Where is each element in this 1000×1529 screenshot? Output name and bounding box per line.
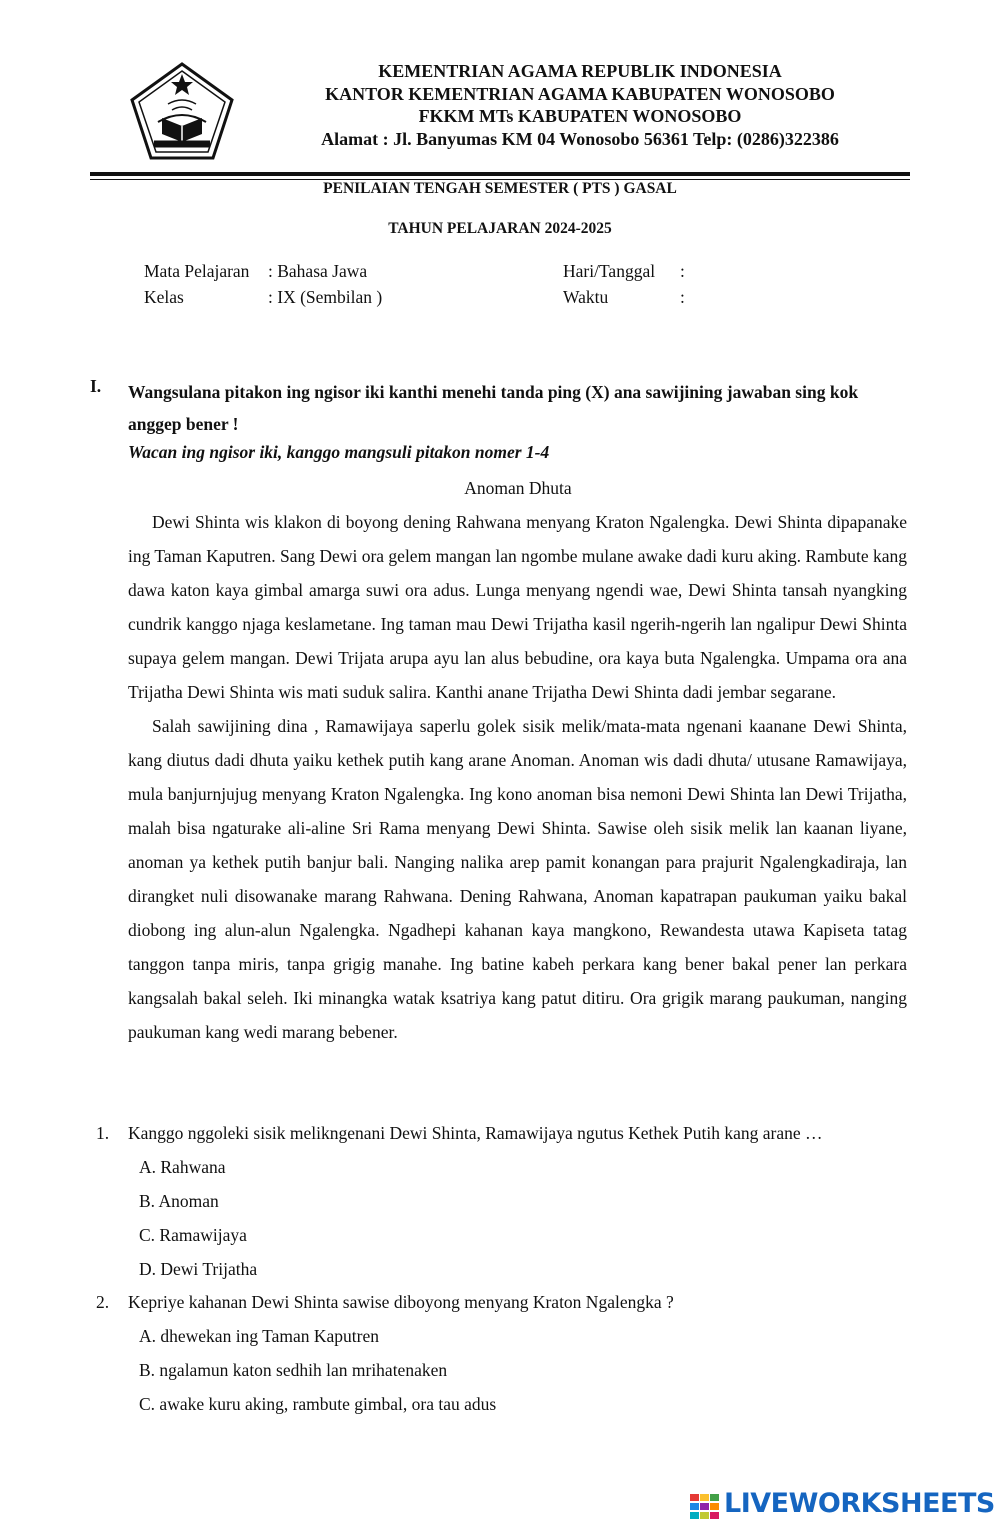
class-label: Kelas — [144, 287, 184, 307]
ministry-name: KEMENTRIAN AGAMA REPUBLIK INDONESIA — [378, 61, 782, 81]
subject-value: : Bahasa Jawa — [268, 261, 368, 281]
office-name: KANTOR KEMENTRIAN AGAMA KABUPATEN WONOSOBO — [325, 83, 835, 104]
class-value: : IX (Sembilan ) — [268, 287, 383, 307]
question-text: Kepriye kahanan Dewi Shinta sawise diboyong menyang Kraton Ngalengka ? — [128, 1292, 674, 1312]
section-number: I. — [90, 376, 102, 396]
option-c[interactable]: C. Ramawijaya — [139, 1225, 247, 1245]
passage-title: Anoman Dhuta — [464, 478, 572, 498]
ministry-logo — [128, 60, 236, 162]
question-2 — [96, 1285, 908, 1421]
exam-title: PENILAIAN TENGAH SEMESTER ( PTS ) GASAL — [323, 180, 677, 197]
option-b[interactable]: B. ngalamun katon sedhih lan mrihatenaken — [139, 1360, 448, 1380]
passage-instruction: Wacan ing ngisor iki, kanggo mangsuli pitakon nomer 1-4 — [128, 442, 550, 462]
class-row — [144, 284, 382, 310]
brand-name: LIVEWORKSHEETS — [724, 1488, 995, 1519]
forum-name: FKKM MTs KABUPATEN WONOSOBO — [418, 106, 742, 126]
section-instruction: Wangsulana pitakon ing ngisor iki kanthi menehi tanda ping (X) ana sawijining jawaban sing kok anggep bener ! — [128, 382, 859, 434]
time-value: : — [680, 287, 685, 307]
subject-label: Mata Pelajaran — [144, 261, 250, 281]
date-row — [563, 258, 685, 284]
passage-paragraph: Dewi Shinta wis klakon di boyong dening Rahwana menyang Kraton Ngalengka. Dewi Shinta dipapanake ing Taman Kaputren. Sang Dewi ora gelem mangan lan ngombe mulane awake dadi kuru aking. Rambute kang dawa katon kaya gimbal amarga suwi ora adus. Lunga menyang ngendi wae, Dewi Shinta tansah nyangking cundrik kanggo njaga keslametane. Ing taman mau Dewi Trijatha kasil ngerih-ngerih lan ngalipur Dewi Shinta supaya gelem mangan. Dewi Trijata arupa ayu lan alus bebudine, ora kaya buta Ngalengka. Umpama ora ana Trijatha Dewi Shinta wis mati suduk salira. Kanthi anane Trijatha Dewi Shinta dadi jembar segarane. — [128, 512, 907, 702]
reading-passage — [128, 505, 907, 1049]
option-a[interactable]: A. dhewekan ing Taman Kaputren — [139, 1326, 379, 1346]
question-text: Kanggo nggoleki sisik melikngenani Dewi Shinta, Ramawijaya ngutus Kethek Putih kang arane … — [128, 1123, 823, 1143]
passage-paragraph: Salah sawijining dina , Ramawijaya saperlu golek sisik melik/mata-mata ngenani kaanane Dewi Shinta, kang diutus dadi dhuta yaiku kethek putih kang arane Anoman. Anoman wis dadi dhuta/ utusane Ramawijaya, mula banjurnjujug menyang Kraton Ngalengka. Ing kono anoman bisa nemoni Dewi Shinta lan Dewi Trijatha, malah bisa ngaturake ali-aline Sri Rama menyang Dewi Shinta. Sawise oleh sisik melik lan kaanan liyane, anoman ya kethek putih banjur bali. Nanging nalika arep pamit konangan para prajurit Ngalengkadiraja, lan dirangket nuli disowanake marang Rahwana. Dening Rahwana, Anoman kapatrapan paukuman yaiku bakal diobong ing alun-alun Ngalengka. Ngadhepi kahanan kaya mangkono, Rewandesta utawa Kapiseta tatag tanggon tanpa miris, tanpa grigig manahe. Ing batine kabeh perkara kang bener bakal pener lan perkara kangsalah bakal seleh. Iki minangka watak ksatriya kang patut ditiru. Ora grigik marang paukuman, nanging paukuman kang wedi marang bebener. — [128, 716, 907, 1042]
exam-year: TAHUN PELAJARAN 2024-2025 — [388, 220, 612, 237]
liveworksheets-brand[interactable] — [690, 1488, 995, 1524]
office-address: Alamat : Jl. Banyumas KM 04 Wonosobo 56361 Telp: (0286)322386 — [321, 128, 839, 149]
question-number: 1. — [96, 1123, 110, 1143]
question-1 — [96, 1116, 908, 1286]
header-divider-thick — [90, 172, 910, 176]
date-label: Hari/Tanggal — [563, 261, 656, 281]
date-value: : — [680, 261, 685, 281]
letterhead — [250, 60, 910, 150]
time-row — [563, 284, 685, 310]
option-d[interactable]: D. Dewi Trijatha — [139, 1259, 258, 1279]
option-c[interactable]: C. awake kuru aking, rambute gimbal, ora tau adus — [139, 1394, 497, 1414]
option-a[interactable]: A. Rahwana — [139, 1157, 226, 1177]
option-b[interactable]: B. Anoman — [139, 1191, 219, 1211]
question-number: 2. — [96, 1292, 110, 1312]
subject-row — [144, 258, 367, 284]
time-label: Waktu — [563, 287, 609, 307]
liveworksheets-logo-icon — [690, 1494, 720, 1520]
